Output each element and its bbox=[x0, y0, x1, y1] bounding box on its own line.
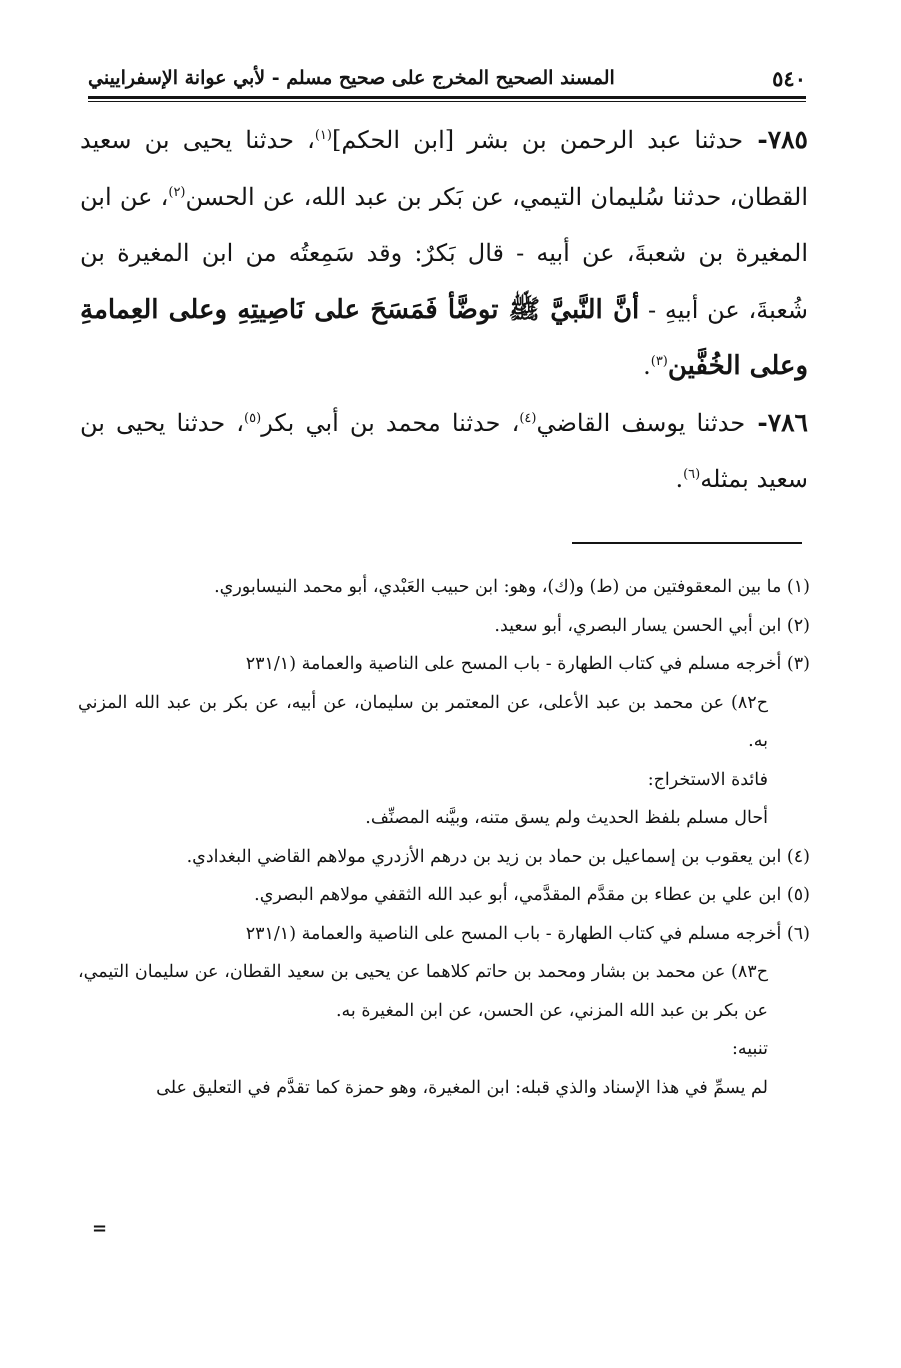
footnote-3-heading: فائدة الاستخراج: bbox=[647, 769, 768, 790]
footnote-3-note: أحال مسلم بلفظ الحديث ولم يسق متنه، وبيَّنه المصنِّف. bbox=[365, 808, 768, 828]
footnote-ref: (٣) bbox=[650, 354, 668, 369]
footnote-ref: (٦) bbox=[683, 467, 701, 482]
hadith-text: ، حدثنا محمد بن أبي بكر bbox=[261, 408, 520, 437]
footnote-2: (٢) ابن أبي الحسن يسار البصري، أبو سعيد. bbox=[494, 615, 810, 636]
footnote-3: (٣) أخرجه مسلم في كتاب الطهارة - باب المسح على الناصية والعمامة (٢٣١/١ bbox=[245, 654, 810, 674]
hadith-text: حدثنا يوسف القاضي bbox=[536, 408, 746, 437]
hadith-text: ، حدثنا يحيى بن سعيد بمثله bbox=[80, 408, 808, 493]
footnote-ref: (١) bbox=[314, 128, 332, 143]
footnote-5: (٥) ابن علي بن عطاء بن مقدَّم المقدَّمي، أبو عبد الله الثقفي مولاهم البصري. bbox=[254, 885, 810, 905]
hadith-end: . bbox=[643, 352, 651, 380]
hadith-dash: - bbox=[743, 125, 768, 154]
book-title: المسند الصحيح المخرج على صحيح مسلم - لأبي عوانة الإسفراييني bbox=[88, 67, 615, 89]
header-rule-thick bbox=[88, 96, 806, 99]
hadith-785 bbox=[80, 112, 808, 395]
footnote-6-cont: ح٨٣) عن محمد بن بشار ومحمد بن حاتم كلاهما عن يحيى بن سعيد القطان، عن سليمان التيمي، عن بكر بن عبد الله المزني، عن الحسن، عن ابن المغيرة به. bbox=[78, 962, 768, 1021]
footnote-ref: (٢) bbox=[168, 184, 186, 200]
running-header bbox=[88, 62, 806, 94]
hadith-dash: - bbox=[745, 407, 768, 437]
footnote-ref: (٤) bbox=[519, 410, 537, 426]
hadith-number: ٧٨٦ bbox=[767, 407, 808, 437]
page-number: ٥٤٠ bbox=[772, 65, 806, 91]
footnote-3-cont: ح٨٢) عن محمد بن عبد الأعلى، عن المعتمر بن سليمان، عن أبيه، عن بكر بن عبد الله المزني به. bbox=[78, 692, 768, 751]
hadith-number: ٧٨٥ bbox=[767, 125, 808, 154]
footnote-1: (١) ما بين المعقوفتين من (ط) و(ك)، وهو: ابن حبيب العَبْدي، أبو محمد النيسابوري. bbox=[214, 577, 810, 597]
hadith-786 bbox=[80, 395, 808, 508]
hadith-matn-bold: أنَّ النَّبيَّ ﷺ توضَّأ فَمَسَحَ على نَاصِيتِهِ وعلى العِمامةِ وعلى الخُفَّين bbox=[80, 294, 808, 381]
footnotes bbox=[78, 568, 810, 1107]
continuation-mark: = bbox=[92, 1218, 108, 1239]
footnote-4: (٤) ابن يعقوب بن إسماعيل بن حماد بن زيد بن درهم الأزدري مولاهم القاضي البغدادي. bbox=[186, 846, 810, 867]
hadith-text: ، عن ابن المغيرة بن شعبةَ، عن أبيه - قال بَكرٌ: وقد سَمِعتُه من ابن المغيرة بن شُعبةَ، عن أبيهِ - bbox=[80, 182, 809, 324]
footnote-separator bbox=[572, 542, 802, 544]
hadith-text: حدثنا عبد الرحمن بن بشر [ابن الحكم] bbox=[331, 126, 744, 154]
hadith-text: ، حدثنا يحيى بن سعيد القطان، حدثنا سُليمان التيمي، عن بَكر بن عبد الله، عن الحسن bbox=[80, 126, 808, 211]
main-text bbox=[80, 112, 808, 508]
footnote-ref: (٥) bbox=[244, 410, 262, 426]
footnote-6-note: لم يسمِّ في هذا الإسناد والذي قبله: ابن المغيرة، وهو حمزة كما تقدَّم في التعليق على bbox=[156, 1077, 768, 1098]
header-rule-thin bbox=[88, 101, 806, 102]
hadith-end: . bbox=[675, 465, 684, 493]
footnote-6: (٦) أخرجه مسلم في كتاب الطهارة - باب المسح على الناصية والعمامة (٢٣١/١ bbox=[245, 923, 810, 944]
footnote-6-heading: تنبيه: bbox=[732, 1039, 768, 1059]
